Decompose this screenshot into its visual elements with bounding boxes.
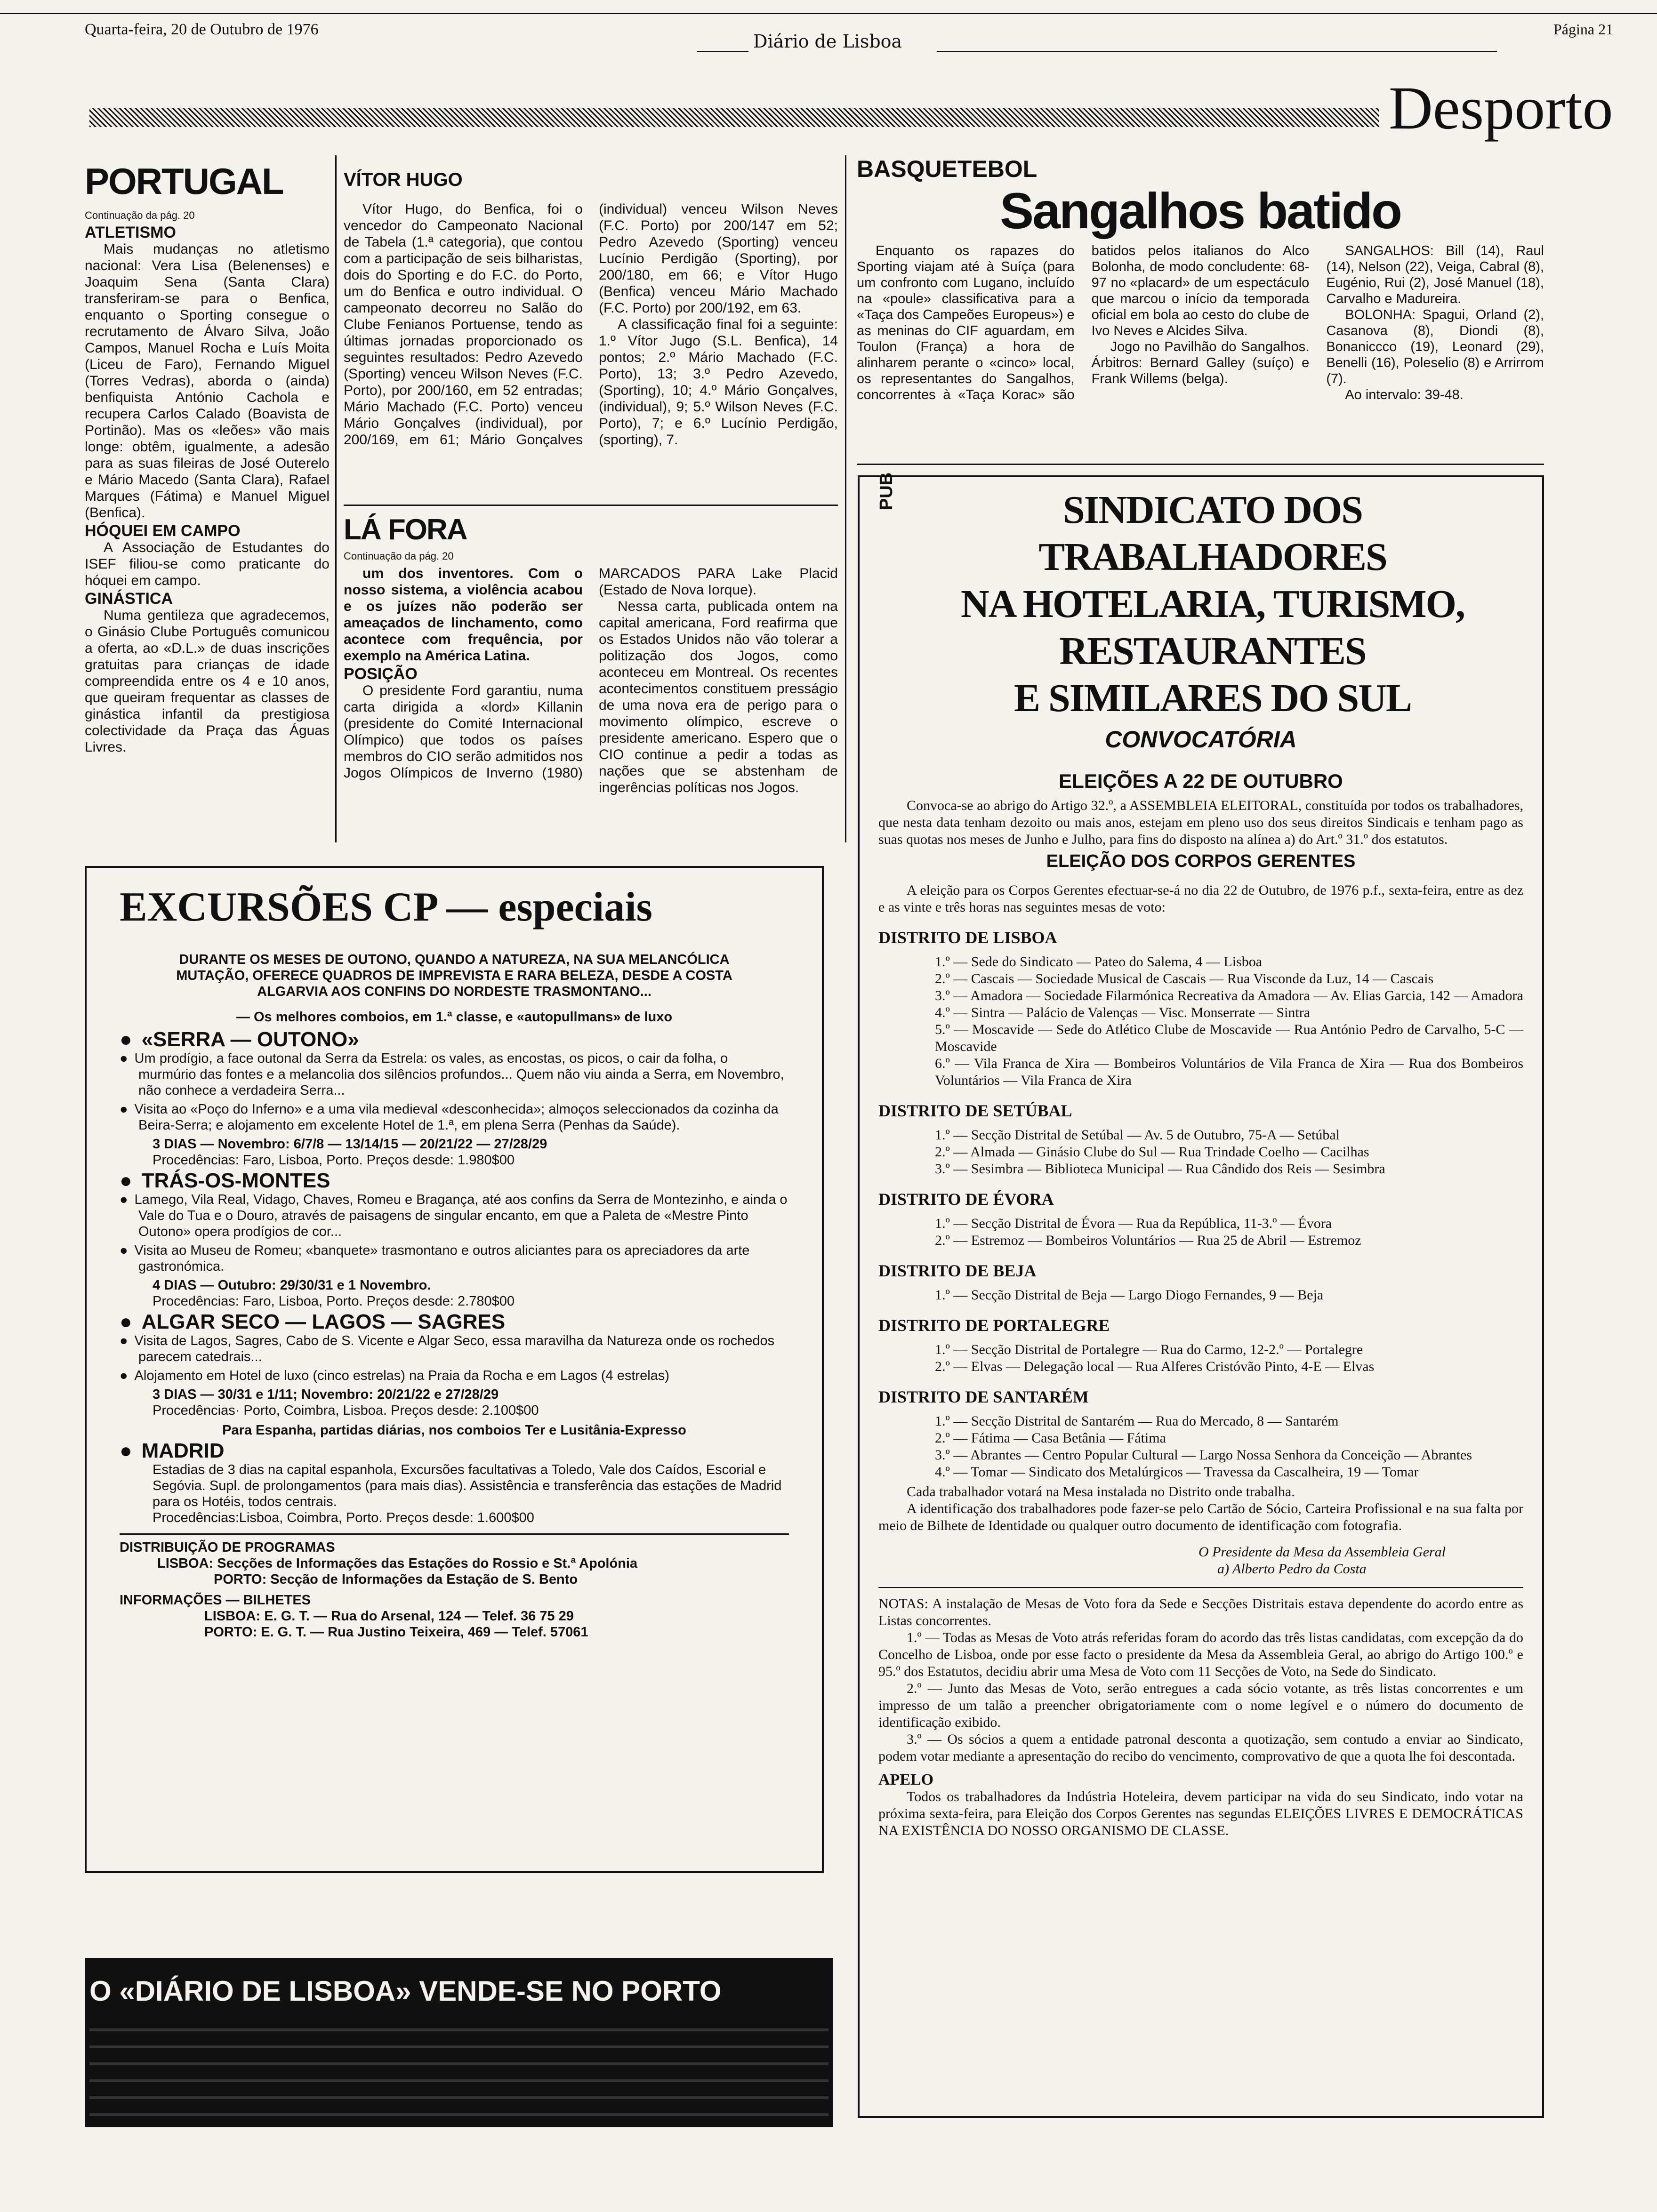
- setubal-station-1: 1.º — Secção Distrital de Setúbal — Av. 5 de Outubro, 75-A — Setúbal: [935, 1127, 1340, 1143]
- la-fora-text-3: Nessa carta, publicada ontem na capital americana, Ford reafirma que os Estados Unidos não vão tolerar a politização dos Jogos, como aconteceu em Montreal. Os recentes acontecimentos constituem presságio de uma nova era de perigo para o movimento olímpico, escreve o presidente americano. Espero que o CIO continue a pedir a todas as nações que se abstenham de ingerências políticas nos Jogos.: [599, 599, 838, 795]
- header-rule-right: [937, 51, 1497, 52]
- distribution-lisboa: LISBOA: Secções de Informações das Estações do Rossio e St.ª Apolónia: [157, 1556, 638, 1571]
- district-lisboa-heading: DISTRITO DE LISBOA: [878, 928, 1057, 947]
- section-title: Desporto: [1389, 74, 1613, 142]
- lisboa-station-6: 6.º — Vila Franca de Xira — Bombeiros Voluntários de Vila Franca de Xira — Rua dos Bombeiros Voluntários — Vila Franca de Xira: [935, 1056, 1523, 1088]
- la-fora-headline: LÁ FORA: [344, 513, 467, 546]
- basketball-text-3: SANGALHOS: Bill (14), Raul (14), Nelson (22), Veiga, Cabral (8), Eugénio, Rui (2), José Manuel (18), Carvalho e Madureira.: [1326, 243, 1544, 306]
- note-3: 3.º — Os sócios a quem a entidade patronal desconta a quotização, sem contudo a enviar ao Sindicato, podem votar mediante a apresentação do recibo do vencimento, comprovativo de que a quota lhe foi descontada.: [878, 1731, 1523, 1764]
- hoquei-text: A Associação de Estudantes do ISEF filiou-se como praticante do hóquei em campo.: [85, 540, 330, 588]
- la-fora-text-2: O presidente Ford garantiu, numa carta dirigida a «lord» Killanin (presidente do Comité Internacional Olímpico) que todos os países membros do CIO serão admitidos nos Jogos Olímpicos de Inverno (1980) MARCADOS PARA Lake Placid (Estado de Nova Iorque).: [344, 566, 838, 781]
- atletismo-text: Mais mudanças no atletismo nacional: Vera Lisa (Belenenses) e Joaquim Sena (Santa Clara) transferiram-se para o Benfica, enquanto o Sporting consegue o recrutamento de Álvaro Silva, João Campos, Manuel Rocha e Luís Moita (Liceu de Faro), Fernando Miguel (Torres Vedras), aborda o (ainda) benfiquista António Cachola e recupera Carlos Calado (Boavista de Portinão). Mas os «leões» vão mais longe: obtêm, igualmente, a adesão para as suas fileiras de José Outerelo e Mário Macedo (Santa Clara), Rafael Marques (Fátima) e Manuel Miguel (Benfica).: [85, 241, 330, 521]
- beja-station-1: 1.º — Secção Distrital de Beja — Largo Diogo Fernandes, 9 — Beja: [935, 1287, 1324, 1303]
- cp-ad-intro: DURANTE OS MESES DE OUTONO, QUANDO A NATUREZA, NA SUA MELANCÓLICA MUTAÇÃO, OFERECE QUADROS DE IMPREVISTA E RARA BELEZA, DESDE A COSTA ALGARVIA AOS CONFINS DO NORDESTE TRASMONTANO...: [176, 952, 732, 999]
- portalegre-station-1: 1.º — Secção Distrital de Portalegre — Rua do Carmo, 12-2.º — Portalegre: [935, 1342, 1363, 1357]
- basketball-article: [857, 155, 1544, 403]
- vitor-hugo-headline: VÍTOR HUGO: [344, 169, 463, 190]
- signature-name: a) Alberto Pedro da Costa: [1217, 1561, 1367, 1577]
- elections-title: ELEIÇÕES A 22 DE OUTUBRO: [1059, 770, 1343, 792]
- lisboa-station-3: 3.º — Amadora — Sociedade Filarmónica Recreativa da Amadora — Av. Elias Garcia, 142 — Amadora: [935, 988, 1523, 1003]
- basketball-text-1: Enquanto os rapazes do Sporting viajam até à Suíça (para um confronto com Lugano, incluído na «poule» classificativa para a «Taça dos Campeões Europeus») e as meninas do CIF aguardam, em Toulon (França) a hora de alinharem perante o «cinco» local, os representantes do Sangalhos, concorrentes à «Taça Korac» são batidos pelos italianos do Alco Bolonha, de modo concludente: 68-97 no «placard» de um espectáculo que marcou o início da temporada oficial em bola ao cesto do clube de Ivo Neves e Alcides Silva.: [857, 243, 1310, 402]
- info-heading: INFORMAÇÕES — BILHETES: [120, 1593, 311, 1608]
- serra-heading: ● «SERRA — OUTONO»: [120, 1032, 789, 1048]
- lisboa-station-2: 2.º — Cascais — Sociedade Musical de Cascais — Rua Visconde da Luz, 14 — Cascais: [935, 971, 1434, 986]
- identification-text: A identificação dos trabalhadores pode fazer-se pelo Cartão de Sócio, Carteira Profissional e na sua falta por meio de Bilhete de Identidade ou qualquer outro documento de identificação com fotografia.: [878, 1501, 1523, 1533]
- cp-excursions-ad: [85, 866, 824, 1873]
- district-evora-heading: DISTRITO DE ÉVORA: [878, 1190, 1054, 1209]
- signature-title: O Presidente da Mesa da Assembleia Geral: [1199, 1544, 1446, 1560]
- convocatoria-title: CONVOCATÓRIA: [1105, 726, 1297, 753]
- santarem-station-3: 3.º — Abrantes — Centro Popular Cultural — Largo Nossa Senhora da Conceição — Abrantes: [935, 1447, 1472, 1463]
- vitor-hugo-text-2: A classificação final foi a seguinte: 1.º Vítor Jugo (S.L. Benfica), 14 pontos; 2.º Mário Machado (F.C. Porto), 13; 3.º Pedro Azevedo, (Sporting), 10; 4.º Mário Gonçalves, (individual), 9; 5.º Wilson Neves (F.C. Porto), 7; e 6.º Lucínio Perdigão, (sporting), 7.: [599, 317, 838, 448]
- election-date-text: A eleição para os Corpos Gerentes efectuar-se-á no dia 22 de Outubro, de 1976 p.f., sexta-feira, entre as dez e as vinte e três horas nas seguintes mesas de voto:: [878, 882, 1523, 915]
- hoquei-subhead: HÓQUEI EM CAMPO: [85, 522, 241, 540]
- tras-item-2: ● Visita ao Museu de Romeu; «banquete» trasmontano e outros aliciantes para os apreciadores da arte gastronómica.: [138, 1242, 789, 1274]
- serra-item-1: ● Um prodígio, a face outonal da Serra da Estrela: os vales, as encostas, os picos, o cair da folha, o murmúrio das fontes e a melancolia dos silêncios profundos... Quem não viu ainda a Serra, em Novembro, não conhece a verdadeira Serra...: [138, 1050, 789, 1098]
- distribution-heading: DISTRIBUIÇÃO DE PROGRAMAS: [120, 1540, 335, 1555]
- serra-item-2: ● Visita ao «Poço do Inferno» e a uma vila medieval «desconhecida»; almoços seleccionados da cozinha da Beira-Serra; e alojamento em excelente Hotel de 1.ª, em plena Serra (Penhas da Saúde).: [138, 1101, 789, 1133]
- ad-divider: [120, 1533, 789, 1535]
- union-title-line-2: NA HOTELARIA, TURISMO, RESTAURANTES: [961, 582, 1464, 673]
- district-beja-heading: DISTRITO DE BEJA: [878, 1261, 1037, 1280]
- column-rule: [335, 155, 337, 842]
- atletismo-subhead: ATLETISMO: [85, 224, 176, 241]
- algar-days: 3 DIAS — 30/31 e 1/11; Novembro: 20/21/22 e 27/28/29: [153, 1387, 499, 1402]
- santarem-station-1: 1.º — Secção Distrital de Santarém — Rua do Mercado, 8 — Santarém: [935, 1413, 1339, 1429]
- notice-divider: [878, 1587, 1523, 1588]
- section-bar: [89, 108, 1379, 127]
- santarem-station-2: 2.º — Fátima — Casa Betânia — Fátima: [935, 1430, 1166, 1446]
- ginastica-text: Numa gentileza que agradecemos, o Ginásio Clube Português comunicou a oferta, ao «D.L.» de duas inscrições gratuitas para crianças de idade compreendida entre os 4 e 10 anos, que queiram frequentar as classes de ginástica infantil da prestigiosa colectividade da Praça das Águas Livres.: [85, 608, 330, 755]
- serra-origins: Procedências: Faro, Lisboa, Porto. Preços desde: 1.980$00: [153, 1153, 515, 1168]
- info-porto: PORTO: E. G. T. — Rua Justino Teixeira, 469 — Telef. 57061: [204, 1625, 588, 1640]
- portalegre-station-2: 2.º — Elvas — Delegação local — Rua Alferes Cristóvão Pinto, 4-E — Elvas: [935, 1359, 1375, 1374]
- santarem-station-4: 4.º — Tomar — Sindicato dos Metalúrgicos — Travessa da Cascalheira, 19 — Tomar: [935, 1464, 1419, 1480]
- posicao-subhead: POSIÇÃO: [344, 665, 418, 683]
- serra-days: 3 DIAS — Novembro: 6/7/8 — 13/14/15 — 20/21/22 — 27/28/29: [153, 1137, 547, 1152]
- note-2: 2.º — Junto das Mesas de Voto, serão entregues a cada sócio votante, as três listas concorrentes e um impresso de um talão a preencher obrigatoriamente com o nome legível e o número do documento de identificação exibido.: [878, 1681, 1523, 1730]
- distribution-porto: PORTO: Secção de Informações da Estação de S. Bento: [214, 1572, 578, 1587]
- portugal-article: [85, 160, 330, 755]
- district-santarem-heading: DISTRITO DE SANTARÉM: [878, 1387, 1089, 1406]
- lisboa-station-4: 4.º — Sintra — Palácio de Valenças — Visc. Monserrate — Sintra: [935, 1005, 1311, 1020]
- basketball-text-4: BOLONHA: Spagui, Orland (2), Casanova (8), Diondi (8), Bonaniccco (19), Leonard (29), Benelli (16), Poleselio (8) e Arrirrom (7).: [1326, 307, 1544, 386]
- vitor-hugo-article: [344, 169, 838, 448]
- info-lisboa: LISBOA: E. G. T. — Rua do Arsenal, 124 — Telef. 36 75 29: [204, 1609, 574, 1624]
- tras-item-1: ● Lamego, Vila Real, Vidago, Chaves, Romeu e Bragança, até aos confins da Serra de Montezinho, e ainda o Vale do Tua e o Douro, através de paisagens de singular encanto, em que a Paleta de «Mestre Pinto Outono» opera prodígios de cor...: [138, 1192, 789, 1240]
- basketball-kicker: BASQUETEBOL: [857, 156, 1038, 182]
- governing-bodies-title: ELEIÇÃO DOS CORPOS GERENTES: [1046, 851, 1356, 871]
- union-title-line-3: E SIMILARES DO SUL: [1014, 676, 1411, 720]
- union-convocation-text: Convoca-se ao abrigo do Artigo 32.º, a ASSEMBLEIA ELEITORAL, constituída por todos os trabalhadores, que nesta data tenham dezoito ou mais anos, estejam em pleno uso dos seus direitos Sindicais e tenham pago as suas quotas nos meses de Junho e Julho, para fins do disposto na alínea a) do Art.º 31.º dos estatutos.: [878, 798, 1523, 847]
- algar-origins: Procedências· Porto, Coimbra, Lisboa. Preços desde: 2.100$00: [153, 1403, 539, 1418]
- article-divider: [857, 464, 1544, 465]
- district-setubal-heading: DISTRITO DE SETÚBAL: [878, 1101, 1072, 1120]
- notes-text: NOTAS: A instalação de Mesas de Voto fora da Sede e Secções Distritais estava dependente do acordo entre as Listas concorrentes.: [878, 1596, 1523, 1628]
- la-fora-article: [344, 513, 838, 796]
- portugal-headline: PORTUGAL: [85, 160, 283, 202]
- portugal-continuation: Continuação da pág. 20: [85, 209, 195, 221]
- porto-sales-ad: [85, 1958, 833, 2127]
- basketball-text-5: Ao intervalo: 39-48.: [1345, 387, 1464, 402]
- porto-sales-fineprint: [89, 2028, 828, 2118]
- madrid-heading: ● MADRID: [120, 1443, 789, 1459]
- union-title-line-1: SINDICATO DOS TRABALHADORES: [1038, 488, 1387, 579]
- district-portalegre-heading: DISTRITO DE PORTALEGRE: [878, 1316, 1110, 1335]
- newspaper-name: Diário de Lisboa: [753, 31, 902, 52]
- tras-days: 4 DIAS — Outubro: 29/30/31 e 1 Novembro.: [153, 1278, 431, 1293]
- lisboa-station-5: 5.º — Moscavide — Sede do Atlético Clube de Moscavide — Rua António Pedro de Carvalho, 5-C — Moscavide: [935, 1022, 1523, 1054]
- note-1: 1.º — Todas as Mesas de Voto atrás referidas foram do acordo das três listas candidatas, com excepção da do Concelho de Lisboa, onde por esse facto o presidente da Mesa da Assembleia Geral, ao abrigo do Artigo 100.º e 95.º dos Estatutos, decidiu abrir uma Mesa de Voto com 11 Secções de Voto, na Sede do Sindicato.: [878, 1630, 1523, 1679]
- appeal-heading: APELO: [878, 1771, 934, 1788]
- evora-station-2: 2.º — Estremoz — Bombeiros Voluntários — Rua 25 de Abril — Estremoz: [935, 1233, 1361, 1248]
- lisboa-station-1: 1.º — Sede do Sindicato — Pateo do Salema, 4 — Lisboa: [935, 954, 1263, 970]
- article-divider: [344, 505, 838, 506]
- header-rule-left: [697, 51, 748, 52]
- cp-ad-trains: — Os melhores comboios, em 1.ª classe, e «autopullmans» de luxo: [236, 1010, 673, 1025]
- tras-heading: ● TRÁS-OS-MONTES: [120, 1173, 789, 1189]
- la-fora-continuation: Continuação da pág. 20: [344, 550, 454, 562]
- cp-ad-title: EXCURSÕES CP — especiais: [120, 884, 652, 930]
- issue-date: Quarta-feira, 20 de Outubro de 1976: [85, 21, 319, 38]
- algar-heading: ● ALGAR SECO — LAGOS — SAGRES: [120, 1314, 789, 1330]
- pub-label: PUB: [877, 472, 896, 510]
- algar-item-2: ● Alojamento em Hotel de luxo (cinco estrelas) na Praia da Rocha e em Lagos (4 estrelas): [138, 1368, 789, 1384]
- la-fora-text-1: um dos inventores. Com o nosso sistema, a violência acabou e os juízes não poderão ser ameaçados de linchamento, como acontece com frequência, por exemplo na América Latina.: [344, 566, 583, 664]
- page-number: Página 21: [1553, 21, 1614, 38]
- algar-item-1: ● Visita de Lagos, Sagres, Cabo de S. Vicente e Algar Seco, essa maravilha da Natureza onde os rochedos parecem catedrais...: [138, 1333, 789, 1365]
- union-notice: [858, 472, 1544, 2118]
- top-border: [0, 13, 1657, 14]
- madrid-text: Estadias de 3 dias na capital espanhola, Excursões facultativas a Toledo, Vale dos Caídos, Escorial e Segóvia. Supl. de prolongamentos (para mais dias). Assistência e transferência das estações de Madrid para os Hotéis, todos centrais.: [153, 1462, 782, 1509]
- porto-sales-headline: O «DIÁRIO DE LISBOA» VENDE-SE NO PORTO: [89, 1975, 722, 2007]
- setubal-station-3: 3.º — Sesimbra — Biblioteca Municipal — Rua Cândido dos Reis — Sesimbra: [935, 1161, 1385, 1177]
- basketball-headline: Sangalhos batido: [999, 182, 1401, 239]
- setubal-station-2: 2.º — Almada — Ginásio Clube do Sul — Rua Trindade Coelho — Cacilhas: [935, 1144, 1369, 1160]
- voting-place-text: Cada trabalhador votará na Mesa instalada no Distrito onde trabalha.: [907, 1484, 1295, 1499]
- vitor-hugo-text-1: Vítor Hugo, do Benfica, foi o vencedor do Campeonato Nacional de Tabela (1.ª categoria), que contou com a participação de seis bilharistas, dois do Sporting e do F.C. do Porto, um do Benfica e outro individual. O campeonato decorreu no Salão do Clube Fenianos Portuense, tendo as últimas jornadas proporcionado os seguintes resultados: Pedro Azevedo (Sporting) venceu Wilson Neves (F.C. Porto), por 200/160, em 52 entradas; Mário Machado (F.C. Porto) venceu Mário Gonçalves (individual), por 200/169, em 61; Mário Gonçalves (individual) venceu Wilson Neves (F.C. Porto) por 200/147 em 52; Pedro Azevedo (Sporting) venceu Lucínio Perdigão (Sporting), por 200/180, em 66; e Vítor Hugo (Benfica) venceu Mário Machado (F.C. Porto) por 200/192, em 63.: [344, 201, 838, 448]
- basketball-text-2: Jogo no Pavilhão do Sangalhos. Árbitros: Bernard Galley (suíço) e Frank Willems (belga).: [1091, 339, 1310, 386]
- evora-station-1: 1.º — Secção Distrital de Évora — Rua da República, 11-3.º — Évora: [935, 1216, 1332, 1231]
- column-rule: [845, 155, 846, 842]
- tras-origins: Procedências: Faro, Lisboa, Porto. Preços desde: 2.780$00: [153, 1294, 515, 1309]
- appeal-text: Todos os trabalhadores da Indústria Hoteleira, devem participar na vida do seu Sindicato, indo votar na próxima sexta-feira, para Eleição dos Corpos Gerentes nas segundas ELEIÇÕES LIVRES E DEMOCRÁTICAS NA EXISTÊNCIA DO NOSSO ORGANISMO DE CLASSE.: [878, 1789, 1523, 1838]
- madrid-origins: Procedências:Lisboa, Coimbra, Porto. Preços desde: 1.600$00: [153, 1510, 534, 1525]
- spain-note: Para Espanha, partidas diárias, nos comboios Ter e Lusitânia-Expresso: [222, 1423, 686, 1438]
- ginastica-subhead: GINÁSTICA: [85, 590, 173, 608]
